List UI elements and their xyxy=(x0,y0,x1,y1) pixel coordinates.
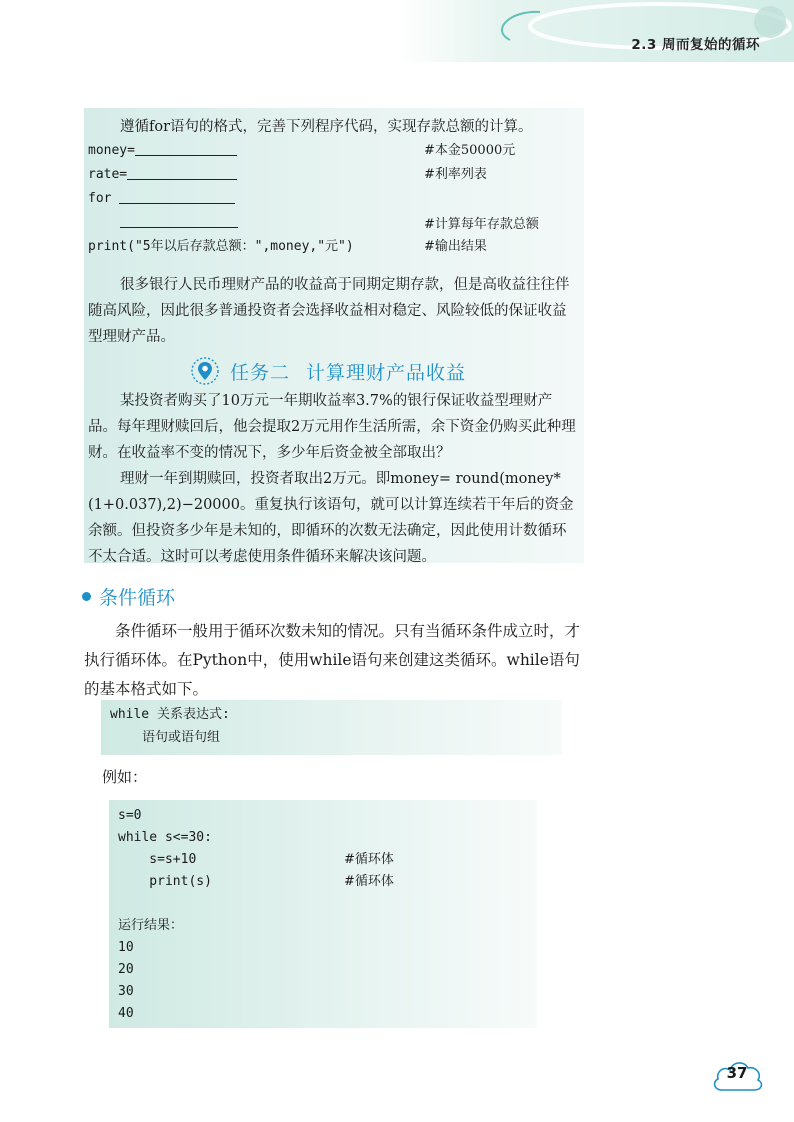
example-code-comment: #循环体 xyxy=(344,874,394,889)
example-label: 例如： xyxy=(102,768,148,786)
example-code-line: s=s+10 xyxy=(118,852,197,867)
result-value: 20 xyxy=(118,962,134,977)
code-line-body xyxy=(120,212,238,234)
while-format-box xyxy=(101,700,562,755)
code-text: for xyxy=(88,191,120,206)
code-text: money= xyxy=(88,143,135,158)
fill-blank[interactable] xyxy=(119,189,235,204)
task-heading-label: 任务二 xyxy=(230,361,291,384)
task-paragraph-3: 理财一年到期赎回，投资者取出2万元。即money= round(money*(1+0.037),2)−20000。重复执行该语句，就可以计算连续若干年后的资金余额。但投资多少年是未知的，即循环的次数无法确定，因此使用计数循环不太合适。这时可以考虑使用条件循环来解决该问题。 xyxy=(88,471,574,565)
fill-blank[interactable] xyxy=(127,165,237,180)
task-paragraph-1: 很多银行人民币理财产品的收益高于同期定期存款，但是高收益往往伴随高风险，因此很多普通投资者会选择收益相对稳定、风险较低的保证收益型理财产品。 xyxy=(88,277,570,345)
while-format-line-1: while 关系表达式: xyxy=(110,707,230,722)
code-comment: #计算每年存款总额 xyxy=(424,217,539,232)
code-comment: #利率列表 xyxy=(424,167,487,182)
body-paragraph: 条件循环一般用于循环次数未知的情况。只有当循环条件成立时，才执行循环体。在Python中，使用while语句来创建这类循环。while语句的基本格式如下。 xyxy=(84,622,581,698)
page-number: 37 xyxy=(726,1064,748,1082)
bullet-icon xyxy=(82,592,91,601)
task-heading-title: 计算理财产品收益 xyxy=(306,361,467,384)
section-heading xyxy=(82,583,175,610)
code-text: rate= xyxy=(88,167,128,182)
code-line-for xyxy=(88,188,235,210)
code-line-rate xyxy=(88,164,237,186)
example-code-line: while s<=30: xyxy=(118,830,212,845)
example-code-box xyxy=(109,800,537,1028)
fill-blank[interactable] xyxy=(135,141,237,156)
while-format-line-2: 语句或语句组 xyxy=(142,730,221,745)
example-code-line: print(s) xyxy=(118,874,212,889)
task-box xyxy=(84,108,584,563)
fill-blank[interactable] xyxy=(120,213,238,228)
result-value: 40 xyxy=(118,1006,134,1021)
code-line-money xyxy=(88,140,237,162)
header-section-title: 2.3 周而复始的循环 xyxy=(631,37,760,53)
code-comment: #本金50000元 xyxy=(424,143,516,158)
task-heading xyxy=(190,355,482,387)
section-heading-text: 条件循环 xyxy=(99,587,176,609)
example-code-line: s=0 xyxy=(118,808,142,823)
result-value: 10 xyxy=(118,940,134,955)
result-value: 30 xyxy=(118,984,134,999)
header-swirl-decoration xyxy=(470,0,794,64)
task-intro: 遵循for语句的格式，完善下列程序代码，实现存款总额的计算。 xyxy=(120,119,533,135)
code-comment: #输出结果 xyxy=(424,239,487,254)
location-pin-icon xyxy=(190,356,220,386)
task-paragraph-2: 某投资者购买了10万元一年期收益率3.7%的银行保证收益型理财产品。每年理财赎回后，他会提取2万元用作生活所需，余下资金仍购买此种理财。在收益率不变的情况下，多少年后资金被全部取出？ xyxy=(88,393,576,461)
code-line-print: print("5年以后存款总额：",money,"元") xyxy=(88,239,354,254)
example-code-comment: #循环体 xyxy=(344,852,394,867)
result-label: 运行结果： xyxy=(118,918,184,933)
